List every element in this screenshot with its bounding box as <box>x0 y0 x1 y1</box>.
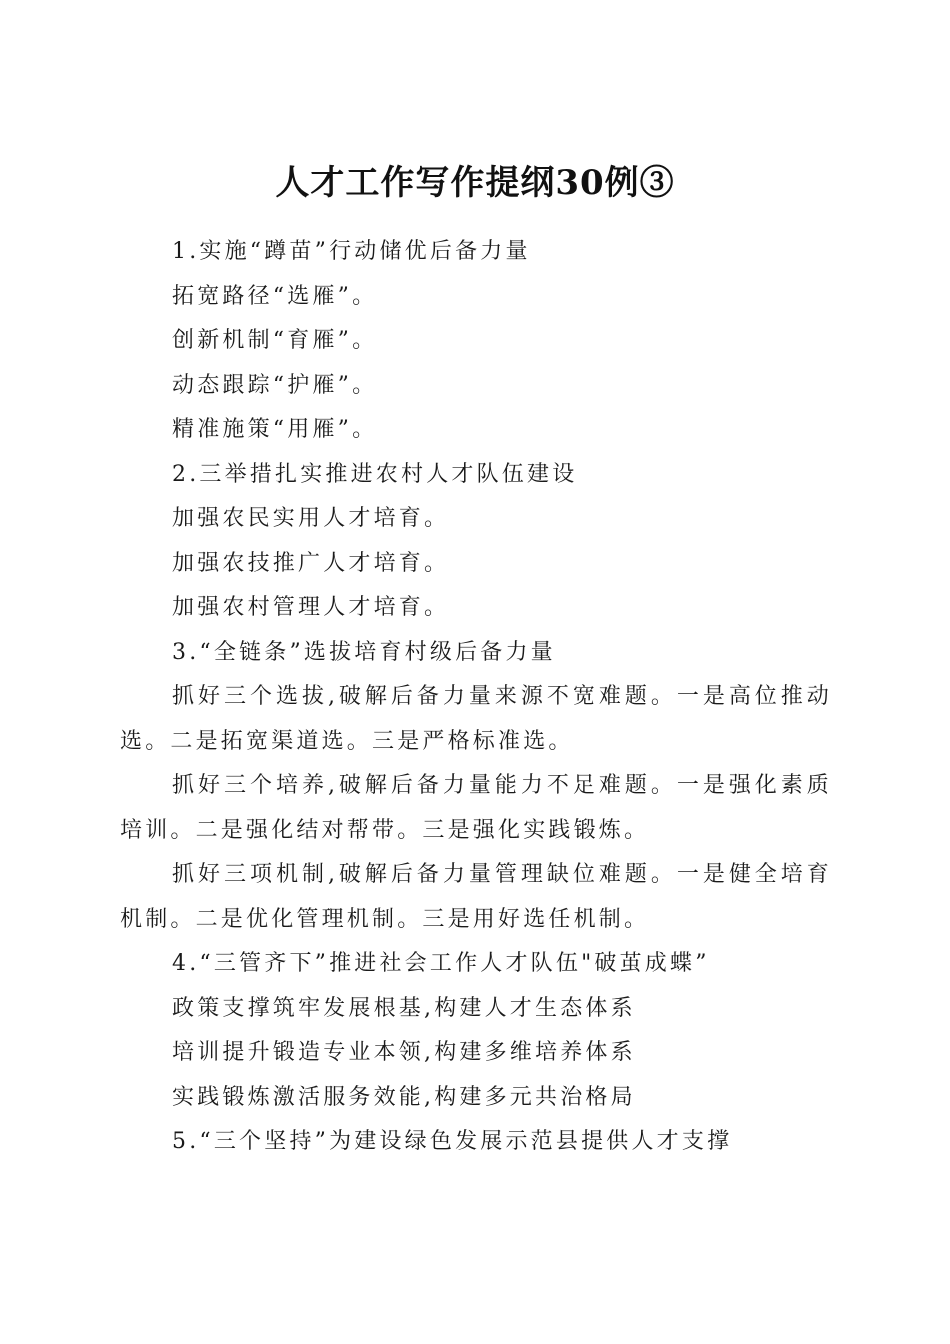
list-item: 加强农技推广人才培育。 <box>172 550 450 576</box>
list-item: 培训提升锻造专业本领,构建多维培养体系 <box>172 1040 636 1065</box>
heading-item-2: 2.三举措扎实推进农村人才队伍建设 <box>172 461 578 487</box>
list-item: 拓宽路径“选雁”。 <box>172 283 378 309</box>
list-item: 加强农村管理人才培育。 <box>172 595 450 620</box>
heading-item-3: 3.“全链条”选拔培育村级后备力量 <box>172 639 556 665</box>
heading-item-1: 1.实施“蹲苗”行动储优后备力量 <box>172 239 531 264</box>
list-item: 政策支撑筑牢发展根基,构建人才生态体系 <box>172 995 636 1021</box>
list-item: 实践锻炼激活服务效能,构建多元共治格局 <box>172 1084 636 1110</box>
list-item: 动态跟踪“护雁”。 <box>172 372 378 398</box>
paragraph: 抓好三项机制,破解后备力量管理缺位难题。一是健全培育机制。二是优化管理机制。三是用好选任机制。 <box>120 862 832 932</box>
list-item: 加强农民实用人才培育。 <box>172 506 450 531</box>
list-item: 精准施策“用雁”。 <box>172 417 378 442</box>
paragraph: 抓好三个选拔,破解后备力量来源不宽难题。一是高位推动选。二是拓宽渠道选。三是严格标准选。 <box>120 684 832 754</box>
document-body <box>120 230 832 1165</box>
heading-item-4: 4.“三管齐下”推进社会工作人才队伍"破茧成蝶” <box>172 951 710 976</box>
heading-item-5: 5.“三个坚持”为建设绿色发展示范县提供人才支撑 <box>172 1129 733 1154</box>
paragraph: 抓好三个培养,破解后备力量能力不足难题。一是强化素质培训。二是强化结对帮带。三是强化实践锻炼。 <box>120 773 832 843</box>
list-item: 创新机制“育雁”。 <box>172 328 378 353</box>
document-title: 人才工作写作提纲30例③ <box>275 162 675 203</box>
